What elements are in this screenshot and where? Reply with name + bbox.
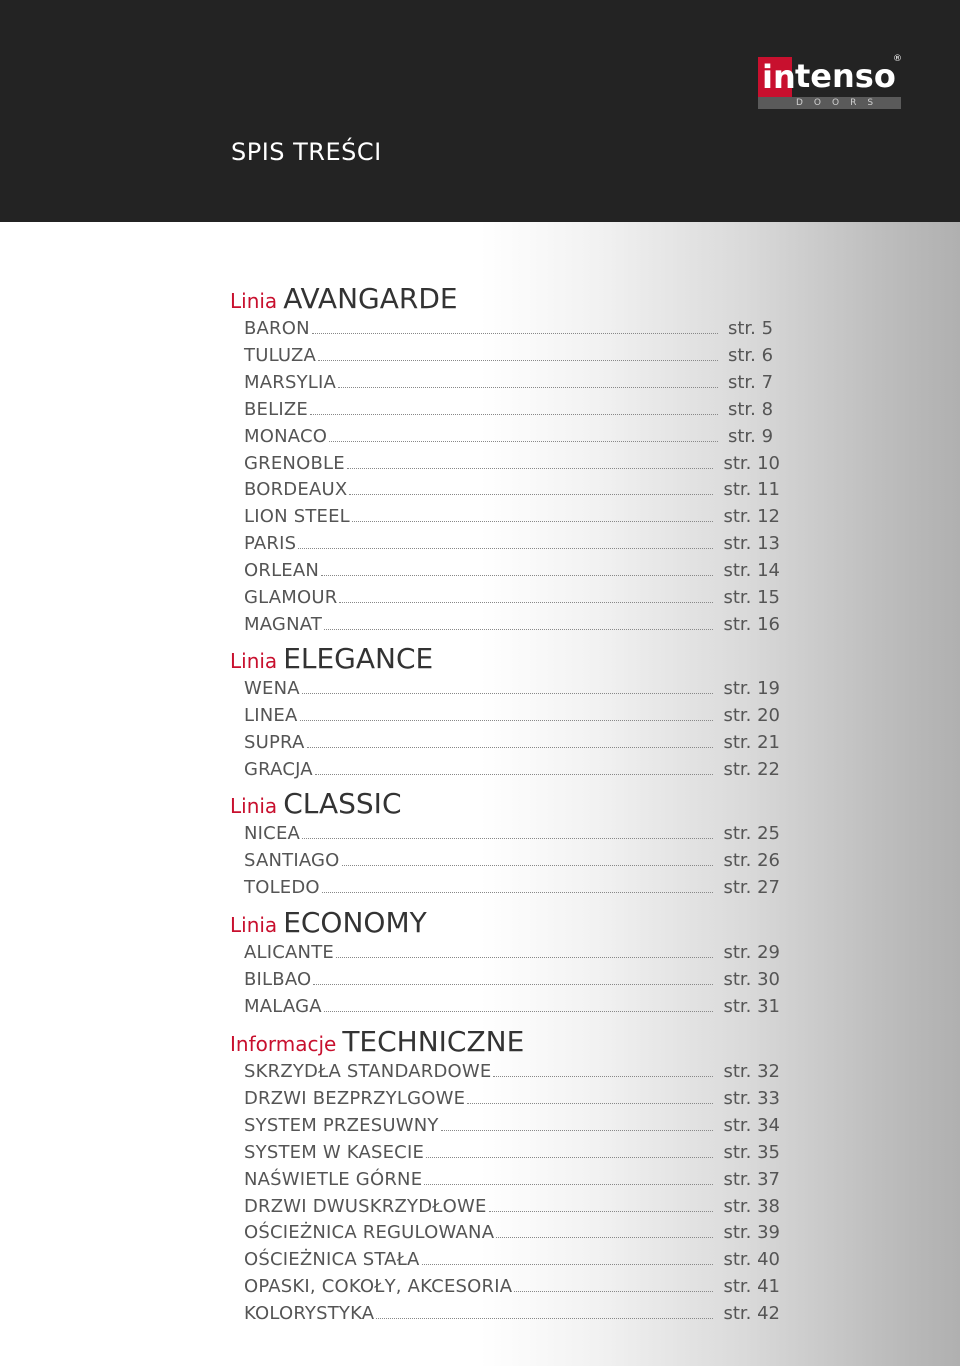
toc-entry[interactable]	[244, 1115, 780, 1137]
toc-entry-page: str. 42	[723, 1303, 780, 1325]
section-heading	[230, 906, 427, 939]
toc-entry-title: GRENOBLE	[244, 452, 345, 474]
dot-leader	[321, 571, 713, 576]
dot-leader	[310, 410, 718, 415]
toc-entry-title: DRZWI BEZPRZYLGOWE	[244, 1087, 466, 1109]
toc-entry-page: str. 35	[723, 1141, 780, 1163]
toc-entry[interactable]	[244, 1249, 780, 1271]
toc-entry-page: str. 30	[723, 968, 780, 990]
section-prefix: Linia	[230, 289, 278, 313]
toc-entry[interactable]	[244, 732, 780, 754]
header-band	[0, 0, 960, 222]
toc-entry[interactable]	[244, 453, 780, 475]
logo-tagline: DOORS	[796, 98, 885, 108]
toc-entry[interactable]	[244, 1169, 780, 1191]
toc-entry-page: str. 22	[723, 758, 780, 780]
toc-entry-title: LINEA	[244, 704, 298, 726]
dot-leader	[339, 598, 713, 603]
dot-leader	[342, 861, 714, 866]
section-heading	[230, 787, 402, 820]
dot-leader	[324, 1007, 714, 1012]
dot-leader	[318, 356, 718, 361]
toc-entry-page: str. 15	[723, 587, 780, 608]
toc-entry-title: SYSTEM PRZESUWNY	[244, 1114, 439, 1136]
toc-entry-page: str. 38	[723, 1195, 780, 1217]
logo-mark	[758, 57, 796, 97]
dot-leader	[376, 1314, 713, 1319]
toc-entry-page: str. 9	[728, 425, 774, 447]
toc-entry-page: str. 34	[723, 1114, 780, 1136]
page-title: SPIS TREŚCI	[231, 138, 382, 166]
toc-entry-page: str. 41	[723, 1276, 780, 1298]
toc-entry[interactable]	[244, 759, 780, 781]
toc-entry-title: LION STEEL	[244, 506, 350, 528]
toc-entry[interactable]	[244, 587, 780, 609]
dot-leader	[298, 544, 713, 549]
toc-entry-title: MONACO	[244, 425, 328, 447]
toc-entry-title: SUPRA	[244, 731, 305, 753]
toc-entry[interactable]	[244, 318, 780, 340]
toc-entry-page: str. 32	[723, 1061, 780, 1082]
dot-leader	[352, 517, 714, 522]
dot-leader	[467, 1099, 713, 1104]
toc-entry[interactable]	[244, 942, 780, 964]
toc-entry-page: str. 27	[723, 876, 780, 898]
logo-tagline-bar	[758, 97, 901, 109]
toc-entry-page: str. 13	[723, 533, 780, 555]
dot-leader	[322, 888, 714, 893]
dot-leader	[312, 329, 718, 334]
toc-entry-title: BELIZE	[244, 398, 308, 420]
dot-leader	[514, 1287, 713, 1292]
toc-entry[interactable]	[244, 996, 780, 1018]
toc-entry-page: str. 16	[723, 613, 780, 635]
toc-entry[interactable]	[244, 614, 780, 636]
section-prefix: Linia	[230, 794, 278, 818]
toc-entry-page: str. 14	[723, 560, 780, 582]
toc-entry-title: SYSTEM W KASECIE	[244, 1141, 425, 1163]
toc-entry-title: MARSYLIA	[244, 371, 337, 393]
toc-entry-page: str. 31	[723, 995, 780, 1017]
dot-leader	[496, 1233, 713, 1238]
toc-entry-title: NICEA	[244, 823, 301, 844]
brand-logo	[758, 54, 904, 111]
toc-entry-title: MAGNAT	[244, 613, 323, 635]
toc-entry-page: str. 11	[723, 479, 780, 501]
section-name: ELEGANCE	[283, 642, 434, 675]
toc-entry-title: BORDEAUX	[244, 479, 348, 501]
toc-entry-page: str. 20	[723, 704, 780, 726]
toc-entry[interactable]	[244, 823, 780, 845]
toc-entry-title: ORLEAN	[244, 560, 320, 582]
toc-entry[interactable]	[244, 1276, 780, 1298]
dot-leader	[338, 383, 718, 388]
toc-entry-title: DRZWI DWUSKRZYDŁOWE	[244, 1195, 487, 1217]
toc-entry-page: str. 40	[723, 1249, 780, 1271]
toc-entry-page: str. 26	[723, 849, 780, 871]
section-name: ECONOMY	[283, 906, 427, 939]
toc-entry[interactable]	[244, 1222, 780, 1244]
dot-leader	[349, 490, 713, 495]
toc-entry[interactable]	[244, 1142, 780, 1164]
toc-entry-title: TULUZA	[244, 344, 317, 366]
toc-entry[interactable]	[244, 1196, 780, 1218]
toc-entry-title: ALICANTE	[244, 942, 334, 963]
toc-entry-title: OPASKI, COKOŁY, AKCESORIA	[244, 1276, 513, 1298]
toc-entry-title: KOLORYSTYKA	[244, 1303, 375, 1325]
dot-leader	[336, 953, 714, 958]
toc-entry-page: str. 12	[723, 506, 780, 528]
toc-entry[interactable]	[244, 533, 780, 555]
section-heading	[230, 1025, 524, 1058]
toc-entry[interactable]	[244, 506, 780, 528]
toc-entry[interactable]	[244, 1088, 780, 1110]
dot-leader	[347, 464, 714, 469]
dot-leader	[302, 834, 713, 839]
dot-leader	[302, 689, 714, 694]
toc-entry-page: str. 8	[728, 398, 774, 420]
toc-entry-page: str. 33	[723, 1087, 780, 1109]
toc-entry-title: SANTIAGO	[244, 849, 340, 871]
section-name: CLASSIC	[283, 787, 402, 820]
toc-entry[interactable]	[244, 345, 780, 367]
toc-entry-title: OŚCIEŻNICA STAŁA	[244, 1249, 420, 1271]
logo-wordmark: tenso	[795, 57, 896, 95]
toc-entry-page: str. 21	[723, 731, 780, 753]
toc-entry[interactable]	[244, 1303, 780, 1325]
dot-leader	[313, 980, 713, 985]
toc-entry-title: NAŚWIETLE GÓRNE	[244, 1168, 423, 1190]
toc-entry-page: str. 5	[728, 318, 774, 339]
toc-entry[interactable]	[244, 372, 780, 394]
dot-leader	[300, 716, 714, 721]
toc-entry[interactable]	[244, 969, 780, 991]
toc-entry-title: BARON	[244, 318, 310, 339]
toc-entry-page: str. 10	[723, 452, 780, 474]
dot-leader	[424, 1180, 713, 1185]
toc-entry-title: OŚCIEŻNICA REGULOWANA	[244, 1222, 495, 1244]
toc-entry-title: BILBAO	[244, 968, 312, 990]
toc-entry[interactable]	[244, 1061, 780, 1083]
dot-leader	[324, 625, 713, 630]
dot-leader	[426, 1153, 713, 1158]
registered-mark: ®	[893, 54, 902, 64]
dot-leader	[489, 1207, 714, 1212]
toc-entry[interactable]	[244, 877, 780, 899]
toc-entry-page: str. 37	[723, 1168, 780, 1190]
section-prefix: Linia	[230, 913, 278, 937]
toc-entry-title: SKRZYDŁA STANDARDOWE	[244, 1061, 492, 1082]
section-prefix: Informacje	[230, 1032, 337, 1056]
toc-entry[interactable]	[244, 678, 780, 700]
toc-entry[interactable]	[244, 479, 780, 501]
logo-mark-letter: in	[762, 58, 796, 96]
toc-entry-title: WENA	[244, 678, 300, 699]
dot-leader	[493, 1072, 713, 1077]
dot-leader	[329, 437, 718, 442]
toc-entry[interactable]	[244, 560, 780, 582]
section-prefix: Linia	[230, 649, 278, 673]
dot-leader	[422, 1260, 714, 1265]
toc-entry[interactable]	[244, 399, 780, 421]
toc-entry-page: str. 6	[728, 344, 774, 366]
dot-leader	[315, 770, 714, 775]
toc-entry-title: GRACJA	[244, 758, 313, 780]
toc-entry-title: GLAMOUR	[244, 587, 338, 608]
toc-entry-page: str. 19	[723, 678, 780, 699]
dot-leader	[441, 1126, 714, 1131]
toc-entry-title: MALAGA	[244, 995, 322, 1017]
toc-entry[interactable]	[244, 426, 780, 448]
toc-entry[interactable]	[244, 705, 780, 727]
toc-entry-title: PARIS	[244, 533, 297, 555]
toc-entry-page: str. 25	[723, 823, 780, 844]
section-name: TECHNICZNE	[342, 1025, 525, 1058]
dot-leader	[307, 743, 714, 748]
section-name: AVANGARDE	[283, 282, 458, 315]
toc-entry-title: TOLEDO	[244, 876, 320, 898]
toc-entry-page: str. 7	[728, 371, 774, 393]
toc-entry-page: str. 29	[723, 942, 780, 963]
section-heading	[230, 282, 458, 315]
toc-entry[interactable]	[244, 850, 780, 872]
section-heading	[230, 642, 433, 675]
toc-entry-page: str. 39	[723, 1222, 780, 1244]
